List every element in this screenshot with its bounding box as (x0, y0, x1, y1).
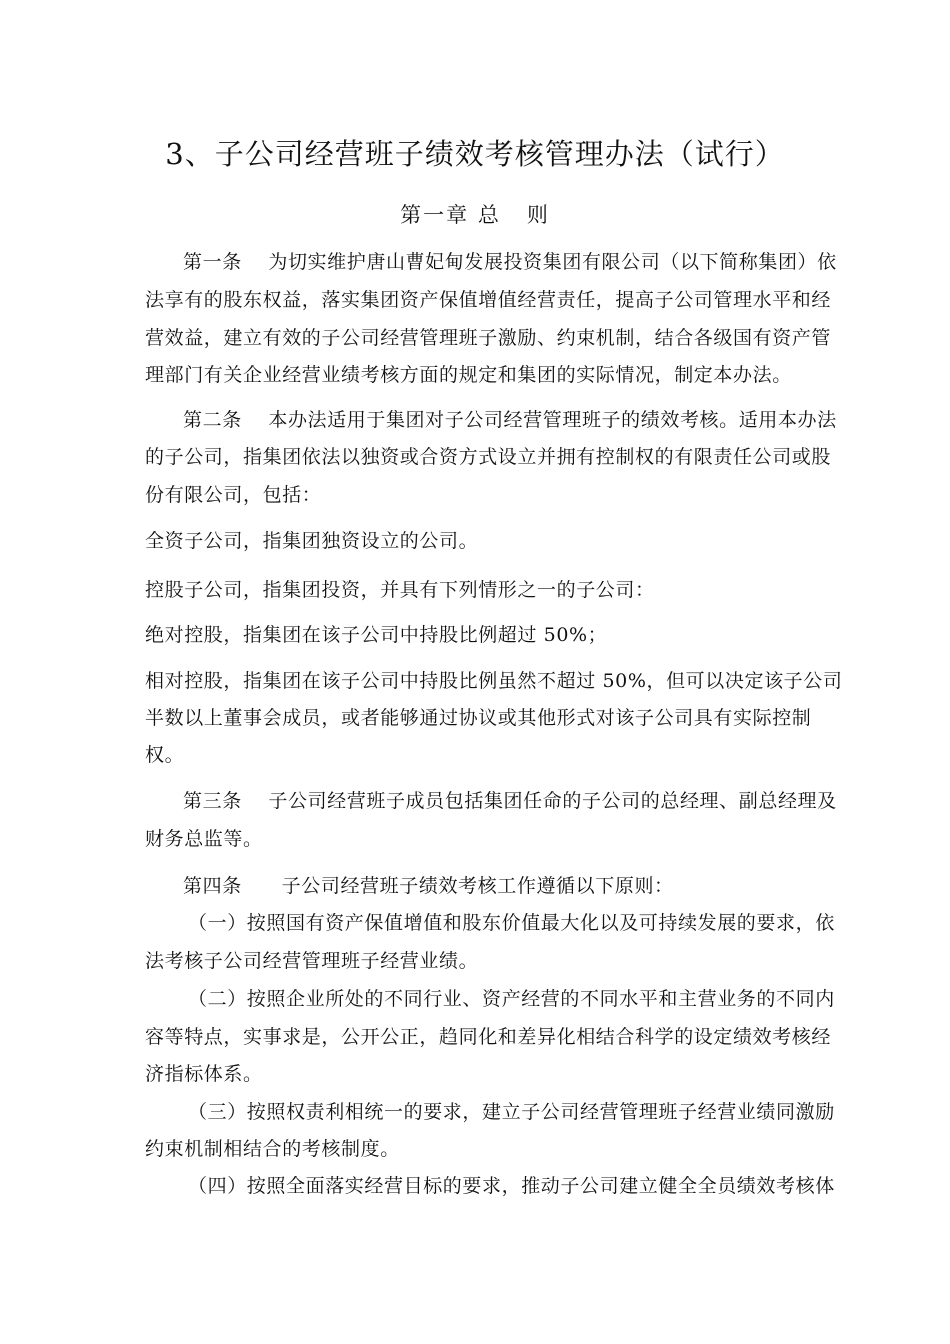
article-1-line-2: 法享有的股东权益，落实集团资产保值增值经营责任，提高子公司管理水平和经 (145, 289, 832, 311)
article-4-line-1: 第四条 子公司经营班子绩效考核工作遵循以下原则： (183, 875, 674, 897)
article-2-line-2: 的子公司，指集团依法以独资或合资方式设立并拥有控制权的有限责任公司或股 (145, 446, 832, 468)
article-3-line-2: 财务总监等。 (145, 828, 263, 850)
principle-2-line-3: 济指标体系。 (145, 1063, 263, 1085)
chapter-heading: 第一章 总 则 (400, 203, 550, 227)
principle-3-line-1: （三）按照权责利相统一的要求，建立子公司经营管理班子经营业绩同激励 (188, 1101, 835, 1123)
principle-1-line-2: 法考核子公司经营管理班子经营业绩。 (145, 950, 479, 972)
document-title: 3、子公司经营班子绩效考核管理办法（试行） (165, 137, 785, 171)
article-1-line-3: 营效益，建立有效的子公司经营管理班子激励、约束机制，结合各级国有资产管 (145, 327, 832, 349)
article-2-line-3: 份有限公司，包括： (145, 484, 322, 506)
wholly-owned-line: 全资子公司，指集团独资设立的公司。 (145, 530, 479, 552)
principle-2-line-1: （二）按照企业所处的不同行业、资产经营的不同水平和主营业务的不同内 (188, 988, 835, 1010)
absolute-control-line: 绝对控股，指集团在该子公司中持股比例超过 50%； (145, 624, 608, 646)
relative-control-line-3: 权。 (145, 744, 185, 766)
principle-4-line-1: （四）按照全面落实经营目标的要求，推动子公司建立健全全员绩效考核体 (188, 1175, 835, 1197)
principle-1-line-1: （一）按照国有资产保值增值和股东价值最大化以及可持续发展的要求，依 (188, 912, 835, 934)
article-2-line-1: 第二条 本办法适用于集团对子公司经营管理班子的绩效考核。适用本办法 (183, 409, 837, 431)
article-1-line-4: 理部门有关企业经营业绩考核方面的规定和集团的实际情况，制定本办法。 (145, 364, 792, 386)
relative-control-line-1: 相对控股，指集团在该子公司中持股比例虽然不超过 50%，但可以决定该子公司 (145, 670, 843, 692)
principle-2-line-2: 容等特点，实事求是，公开公正，趋同化和差异化相结合科学的设定绩效考核经 (145, 1026, 832, 1048)
holding-line: 控股子公司，指集团投资，并具有下列情形之一的子公司： (145, 579, 655, 601)
relative-control-line-2: 半数以上董事会成员，或者能够通过协议或其他形式对该子公司具有实际控制 (145, 707, 812, 729)
article-3-line-1: 第三条 子公司经营班子成员包括集团任命的子公司的总经理、副总经理及 (183, 790, 837, 812)
principle-3-line-2: 约束机制相结合的考核制度。 (145, 1138, 400, 1160)
article-1-line-1: 第一条 为切实维护唐山曹妃甸发展投资集团有限公司（以下简称集团）依 (183, 251, 837, 273)
